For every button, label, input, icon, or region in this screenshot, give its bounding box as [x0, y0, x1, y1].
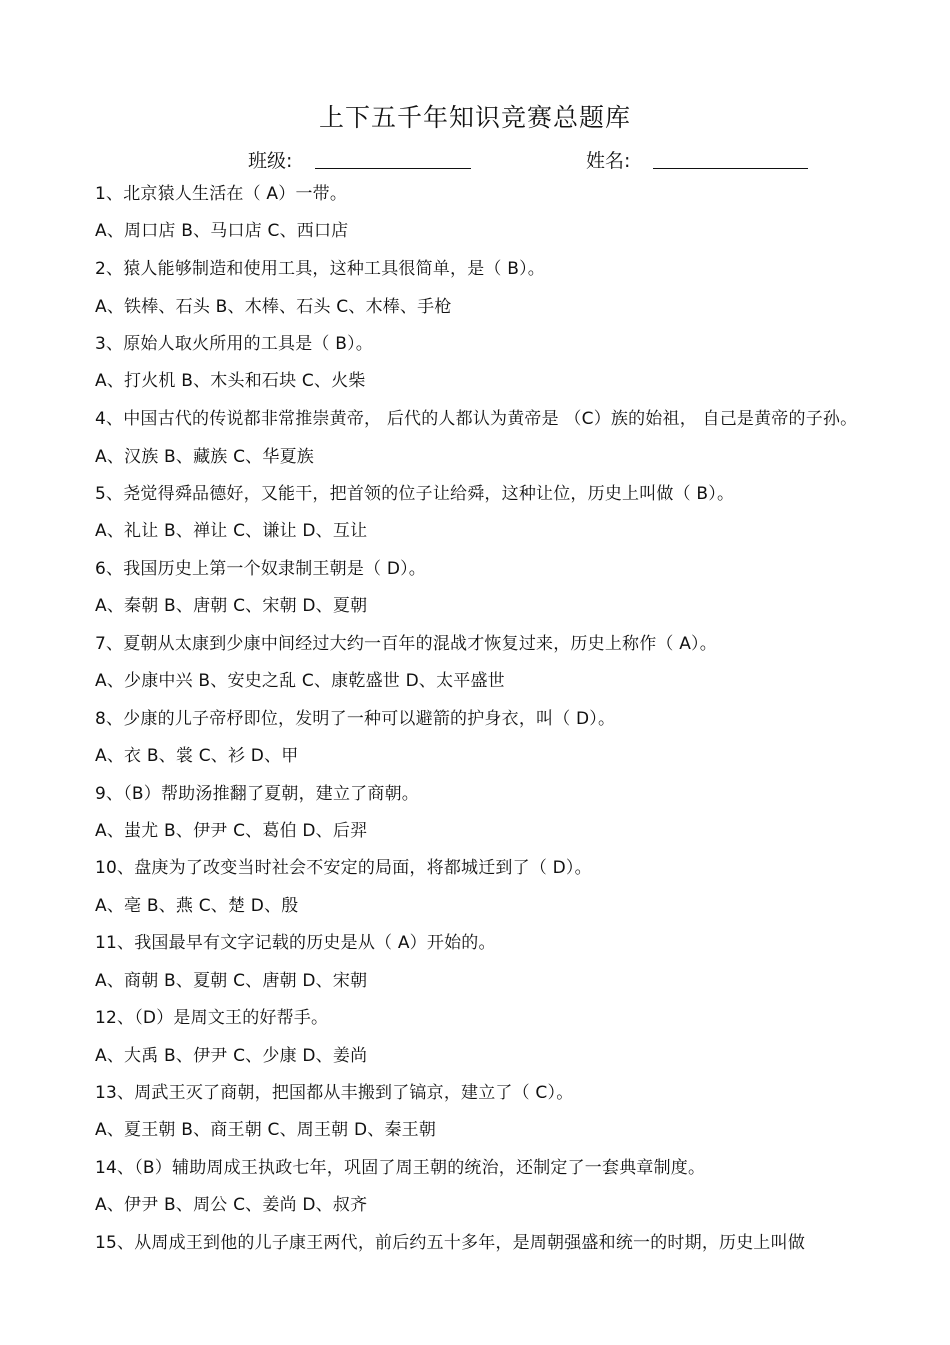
options-7: A、少康中兴 B、安史之乱 C、康乾盛世 D、太平盛世: [95, 671, 505, 691]
question-6: 6、我国历史上第一个奴隶制王朝是（ D）。: [95, 559, 427, 579]
question-2: 2、猿人能够制造和使用工具，这种工具很简单，是（ B）。: [95, 259, 545, 279]
options-1: A、周口店 B、马口店 C、西口店: [95, 221, 349, 241]
question-7: 7、夏朝从太康到少康中间经过大约一百年的混战才恢复过来，历史上称作（ A）。: [95, 634, 717, 654]
options-13: A、夏王朝 B、商王朝 C、周王朝 D、秦王朝: [95, 1120, 437, 1140]
class-label: 班级:: [248, 150, 293, 172]
question-13: 13、周武王灭了商朝，把国都从丰搬到了镐京，建立了（ C）。: [95, 1083, 574, 1103]
question-9: 9、（B）帮助汤推翻了夏朝，建立了商朝。: [95, 784, 419, 804]
class-blank-line: [315, 168, 471, 169]
options-12: A、大禹 B、伊尹 C、少康 D、姜尚: [95, 1046, 368, 1066]
options-11: A、商朝 B、夏朝 C、唐朝 D、宋朝: [95, 971, 368, 991]
question-10: 10、盘庚为了改变当时社会不安定的局面，将都城迁到了（ D）。: [95, 858, 592, 878]
options-6: A、秦朝 B、唐朝 C、宋朝 D、夏朝: [95, 596, 368, 616]
question-14: 14、（B）辅助周成王执政七年，巩固了周王朝的统治，还制定了一套典章制度。: [95, 1158, 706, 1178]
options-5: A、礼让 B、禅让 C、谦让 D、互让: [95, 521, 368, 541]
question-11: 11、我国最早有文字记载的历史是从（ A）开始的。: [95, 933, 496, 953]
question-5: 5、尧觉得舜品德好，又能干，把首领的位子让给舜，这种让位，历史上叫做（ B）。: [95, 484, 735, 504]
options-4: A、汉族 B、藏族 C、华夏族: [95, 447, 314, 467]
options-3: A、打火机 B、木头和石块 C、火柴: [95, 371, 366, 391]
question-12: 12、（D）是周文王的好帮手。: [95, 1008, 329, 1028]
question-4: 4、中国古代的传说都非常推崇黄帝， 后代的人都认为黄帝是 （C）族的始祖， 自己是黄帝的子孙。: [95, 409, 858, 429]
question-8: 8、少康的儿子帝杼即位，发明了一种可以避箭的护身衣，叫（ D）。: [95, 709, 616, 729]
name-blank-line: [653, 168, 808, 169]
question-15: 15、从周成王到他的儿子康王两代，前后约五十多年，是周朝强盛和统一的时期，历史上叫做: [95, 1233, 806, 1253]
options-2: A、铁棒、石头 B、木棒、石头 C、木棒、手枪: [95, 297, 452, 317]
options-14: A、伊尹 B、周公 C、姜尚 D、叔齐: [95, 1195, 368, 1215]
options-9: A、蚩尤 B、伊尹 C、葛伯 D、后羿: [95, 821, 368, 841]
options-8: A、衣 B、裳 C、衫 D、甲: [95, 746, 299, 766]
question-3: 3、原始人取火所用的工具是（ B）。: [95, 334, 373, 354]
question-1: 1、北京猿人生活在（ A）一带。: [95, 184, 348, 204]
name-label: 姓名:: [586, 150, 631, 172]
options-10: A、亳 B、燕 C、楚 D、殷: [95, 896, 299, 916]
page-title: 上下五千年知识竞赛总题库: [318, 103, 631, 132]
